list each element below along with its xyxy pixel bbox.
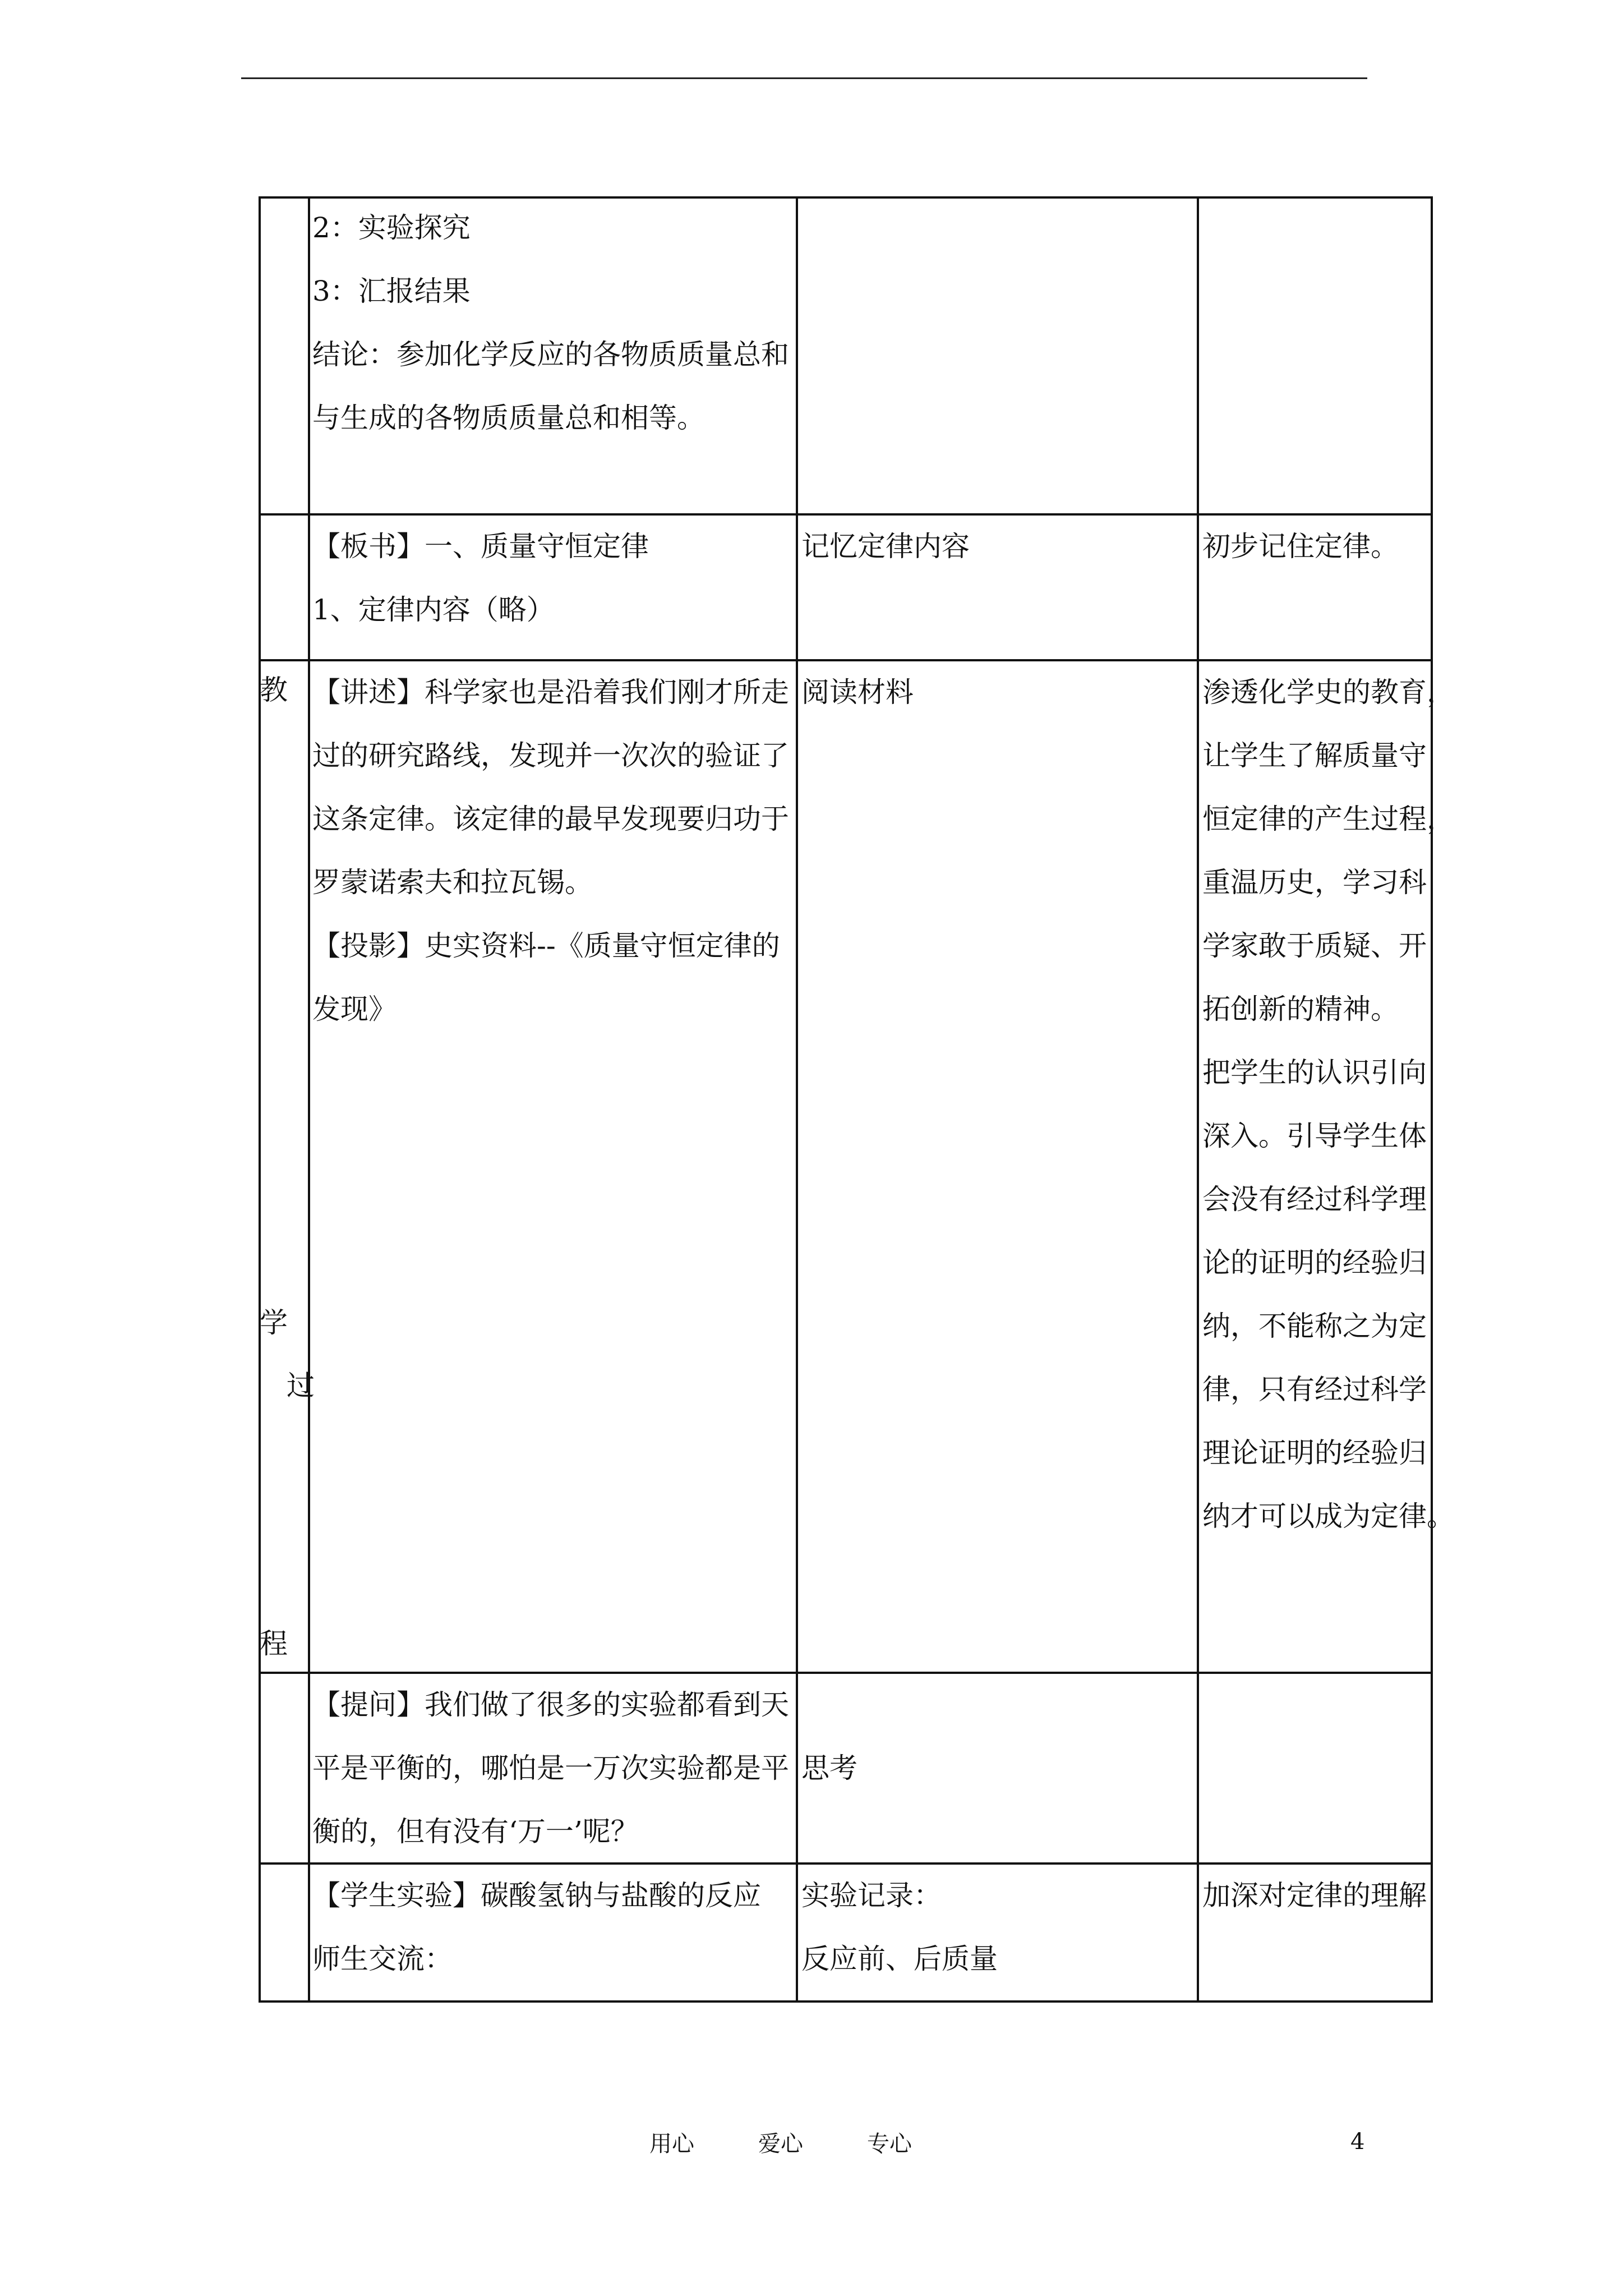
row5-student-cell <box>797 1864 1198 1991</box>
cell-line: 【板书】一、质量守恒定律 <box>312 530 649 563</box>
cell-line: 拓创新的精神。 <box>1202 993 1399 1025</box>
cell-line: 【投影】史实资料--《质量守恒定律的 <box>312 930 780 962</box>
cell-line: 思考 <box>801 1752 857 1784</box>
row2-content-cell <box>309 515 797 642</box>
cell-line: 记忆定律内容 <box>801 530 970 563</box>
cell-line: 过的研究路线，发现并一次次的验证了 <box>312 739 789 772</box>
cell-line: 发现》 <box>312 993 396 1025</box>
cell-line: 深入。引导学生体 <box>1202 1120 1427 1152</box>
row3-student-cell <box>797 661 1198 724</box>
cell-line: 【讲述】科学家也是沿着我们刚才所走 <box>312 676 789 708</box>
row2-intent-cell <box>1198 515 1433 578</box>
cell-line: 1、定律内容（略） <box>312 593 555 626</box>
side-label-char: 过 <box>287 1369 315 1402</box>
cell-line: 会没有经过科学理 <box>1202 1183 1427 1216</box>
cell-line: 实验记录： <box>801 1879 942 1912</box>
cell-line: 阅读材料 <box>801 676 914 708</box>
cell-line: 【学生实验】碳酸氢钠与盐酸的反应 <box>312 1879 761 1912</box>
footer-text: 爱心 <box>758 2131 803 2157</box>
cell-line: 3：汇报结果 <box>312 275 471 307</box>
cell-line: 加深对定律的理解 <box>1202 1879 1427 1912</box>
table-border-left <box>259 196 261 2003</box>
row2-student-cell <box>797 515 1198 578</box>
row4-student-cell <box>797 1737 1198 1800</box>
lesson-plan-table <box>259 196 1455 2003</box>
cell-line: 把学生的认识引向 <box>1202 1056 1427 1089</box>
footer-text: 用心 <box>649 2131 694 2157</box>
table-border-bottom <box>259 2000 1433 2003</box>
cell-line: 这条定律。该定律的最早发现要归功于 <box>312 803 789 835</box>
header-rule <box>241 77 1367 79</box>
row5-content-cell <box>309 1864 797 1991</box>
cell-line: 结论：参加化学反应的各物质质量总和 <box>312 338 789 371</box>
cell-line: 学家敢于质疑、开 <box>1202 930 1427 962</box>
side-label-char: 程 <box>260 1627 288 1660</box>
cell-line: 与生成的各物质质量总和相等。 <box>312 402 705 434</box>
row3-content-cell <box>309 661 797 1041</box>
side-label-char: 学 <box>260 1306 288 1339</box>
cell-line: 2：实验探究 <box>312 211 471 244</box>
cell-line: 【提问】我们做了很多的实验都看到天 <box>312 1688 789 1721</box>
cell-line: 平是平衡的，哪怕是一万次实验都是平 <box>312 1752 789 1784</box>
page-number: 4 <box>1350 2129 1365 2155</box>
cell-line: 让学生了解质量守 <box>1202 739 1427 772</box>
footer-text: 专心 <box>867 2131 912 2157</box>
row5-intent-cell <box>1198 1864 1433 1927</box>
cell-line: 纳，不能称之为定 <box>1202 1310 1427 1342</box>
cell-line: 重温历史，学习科 <box>1202 866 1427 899</box>
cell-line: 师生交流： <box>312 1943 453 1975</box>
row3-intent-cell <box>1198 661 1455 1548</box>
cell-line: 论的证明的经验归 <box>1202 1246 1427 1279</box>
cell-line: 律，只有经过科学 <box>1202 1373 1427 1406</box>
cell-line: 反应前、后质量 <box>801 1943 998 1975</box>
cell-line: 初步记住定律。 <box>1202 530 1399 563</box>
row4-content-cell <box>309 1673 797 1864</box>
row1-content-cell <box>309 196 797 450</box>
cell-line: 理论证明的经验归 <box>1202 1437 1427 1469</box>
cell-line: 纳才可以成为定律。 <box>1202 1500 1455 1533</box>
cell-line: 罗蒙诺索夫和拉瓦锡。 <box>312 866 593 899</box>
cell-line: 恒定律的产生过程， <box>1202 803 1455 835</box>
cell-line: 衡的，但有没有‘万一’呢？ <box>312 1815 639 1848</box>
side-label-char: 教 <box>260 674 288 706</box>
cell-line: 渗透化学史的教育， <box>1202 676 1455 708</box>
